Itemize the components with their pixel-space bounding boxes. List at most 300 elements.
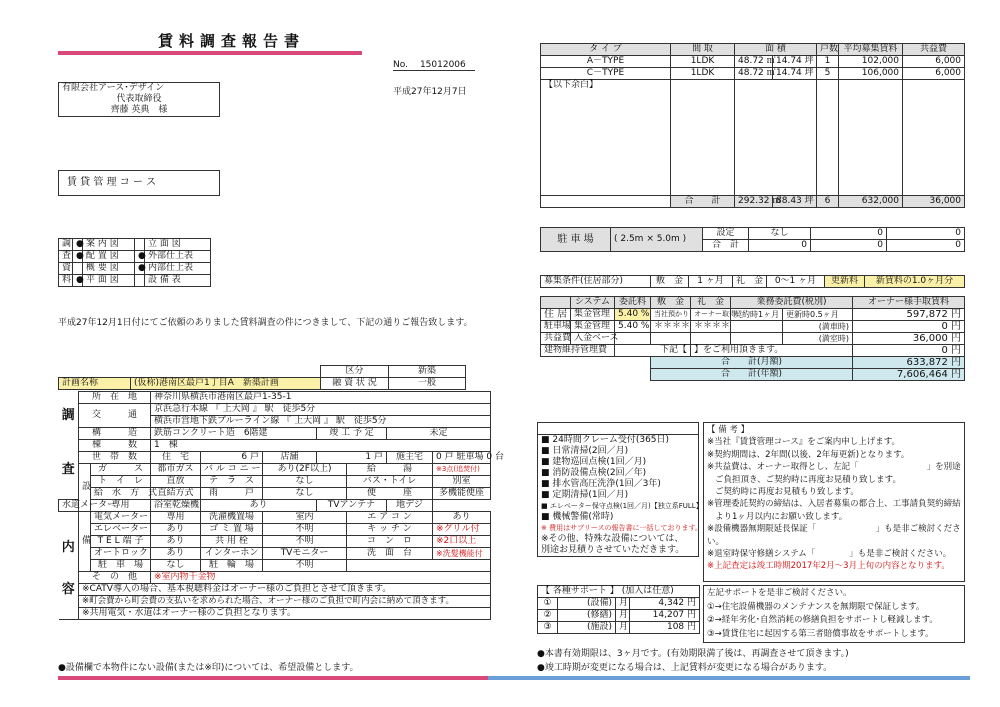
table-cell bbox=[59, 596, 79, 608]
table-cell bbox=[347, 560, 491, 572]
table-cell: 未定 bbox=[387, 428, 491, 440]
recipient-position: 代表取締役 bbox=[59, 94, 220, 105]
table-cell: ＊＊＊＊ bbox=[651, 321, 691, 333]
table-cell: 5.40 % bbox=[615, 321, 651, 333]
table-cell: 敷 金 bbox=[651, 276, 689, 288]
table-cell: 内部仕上表 bbox=[145, 263, 211, 275]
table-cell: 料 bbox=[59, 275, 73, 287]
table-cell: 106,000 bbox=[839, 68, 903, 80]
table-cell bbox=[731, 321, 783, 333]
table-cell: 世 帯 数 bbox=[79, 452, 151, 464]
table-cell: 駐車場 bbox=[541, 321, 571, 333]
table-cell: 外部仕上表 bbox=[145, 251, 211, 263]
table-cell: 容 bbox=[59, 584, 79, 596]
table-row bbox=[538, 457, 699, 468]
table-cell: 交 通 bbox=[79, 404, 151, 428]
table-cell: 14.74 坪 bbox=[773, 56, 817, 68]
table-cell: 月 bbox=[616, 610, 630, 622]
table-cell: ③ bbox=[538, 622, 558, 634]
table-row bbox=[538, 446, 699, 457]
table-cell: 5 bbox=[817, 68, 839, 80]
table-cell: 設定 bbox=[703, 228, 749, 240]
table-cell: 神奈川県横浜市港南区最戸1-35-1 bbox=[151, 392, 491, 404]
table-cell: タ イ プ bbox=[541, 44, 671, 56]
services-table bbox=[537, 422, 703, 557]
bottom-pink-band bbox=[58, 676, 488, 680]
table-cell: 【 各種サポート 】 (加入は任意) bbox=[538, 586, 700, 598]
table-cell: 棟 数 bbox=[79, 440, 151, 452]
support-table bbox=[537, 585, 700, 634]
table-cell: 合 計 bbox=[671, 195, 735, 207]
table-cell: 36,000 bbox=[903, 195, 965, 207]
table-cell: 都市ガス bbox=[151, 464, 201, 476]
table-cell: 募集条件(住居部分) bbox=[541, 276, 651, 288]
table-row bbox=[541, 357, 965, 369]
table-cell: あり bbox=[151, 524, 201, 536]
table-cell: 直放 bbox=[151, 476, 201, 488]
table-cell bbox=[135, 239, 145, 251]
recipient-name: 齊藤 英典 様 bbox=[59, 105, 220, 117]
table-cell: 14.74 坪 bbox=[773, 68, 817, 80]
table-cell: ※洗髪機能付 bbox=[433, 548, 491, 560]
table-row bbox=[59, 251, 211, 263]
table-cell bbox=[839, 80, 903, 92]
table-row bbox=[59, 94, 220, 105]
table-cell: 融 資 状 況 bbox=[321, 378, 389, 390]
table-cell: 共益費 bbox=[903, 44, 965, 56]
recipient-company: 有限会社アース･デザイン bbox=[59, 83, 220, 95]
table-cell: 1 ヶ月 bbox=[689, 276, 733, 288]
table-row bbox=[541, 276, 965, 288]
table-cell: エ ア コ ン bbox=[347, 512, 433, 524]
table-cell: 構 造 bbox=[79, 428, 151, 440]
table-cell: 計画名称 bbox=[59, 378, 131, 390]
table-cell: 集金管理 bbox=[571, 309, 615, 321]
table-row bbox=[538, 479, 699, 490]
table-cell: 48.72 ㎡ bbox=[735, 68, 773, 80]
table-cell: 地デジ bbox=[387, 500, 433, 512]
conditions-table bbox=[540, 275, 965, 288]
table-cell: インターホン bbox=[201, 548, 263, 560]
table-cell: 当社預かり bbox=[651, 309, 691, 321]
footer-left-note: ●設備欄で本物件にない設備(または※印)については、希望設備とします。 bbox=[58, 663, 359, 673]
report-date: 平成27年12月7日 bbox=[393, 87, 467, 97]
table-cell: 1LDK bbox=[671, 68, 735, 80]
table-cell: ※グリル付 bbox=[433, 524, 491, 536]
table-cell: 案 内 図 bbox=[83, 239, 135, 251]
docs-table bbox=[58, 238, 211, 287]
table-row bbox=[538, 523, 699, 534]
table-cell: ト イ レ bbox=[91, 476, 151, 488]
table-row bbox=[59, 105, 220, 117]
table-cell: 調 bbox=[59, 392, 79, 440]
table-cell: ● bbox=[73, 275, 83, 287]
table-cell: 駐 車 場 bbox=[91, 560, 151, 572]
parking-table bbox=[540, 227, 965, 252]
table-cell bbox=[671, 91, 735, 195]
table-cell bbox=[839, 91, 903, 195]
table-cell: 面 積 bbox=[735, 44, 817, 56]
table-cell: T E L 端 子 bbox=[91, 536, 151, 548]
table-cell: (修繕) bbox=[558, 610, 616, 622]
table-cell: 業務委託費(税別) bbox=[731, 297, 853, 309]
table-cell: 共益費 bbox=[541, 333, 571, 345]
table-cell: 合 計 bbox=[703, 240, 749, 252]
table-row bbox=[538, 610, 700, 622]
course-box: 賃 貸 管 理 コ ー ス bbox=[58, 170, 220, 196]
table-row bbox=[538, 501, 699, 512]
table-cell: 新築 bbox=[389, 366, 466, 378]
footer-right-note-2: ●竣工時期が変更になる場合は、上記賃料が変更になる場合があります。 bbox=[537, 663, 833, 673]
table-row bbox=[59, 239, 211, 251]
table-cell: ■ 消防設備点検(2回／年) bbox=[538, 468, 699, 479]
table-cell: 平均募集賃料 bbox=[839, 44, 903, 56]
table-cell: 不明 bbox=[263, 536, 347, 548]
table-cell: バ ル コ ニ ー bbox=[201, 464, 263, 476]
table-cell: 便 座 bbox=[347, 488, 433, 500]
table-cell: 633,872 円 bbox=[853, 357, 965, 369]
table-cell: システム bbox=[571, 297, 615, 309]
table-cell bbox=[541, 357, 651, 369]
table-cell: なし bbox=[151, 560, 201, 572]
table-cell: 査 bbox=[59, 440, 79, 500]
table-cell: 洗 面 台 bbox=[347, 548, 433, 560]
property-table bbox=[58, 391, 504, 620]
table-cell: 48.72 ㎡ bbox=[735, 56, 773, 68]
equipment-row bbox=[59, 464, 491, 476]
table-cell: なし bbox=[263, 476, 347, 488]
table-cell: 更新料 bbox=[825, 276, 865, 288]
table-cell: ※町会費から町会費の支払いを求められた場合、オーナー様のご負担で町内会に納めて頂きます。 bbox=[79, 596, 491, 608]
table-cell: あり bbox=[151, 548, 201, 560]
support-text-box: 左記サポートを是非ご検討ください。 ①→住宅設備機器のメンテナンスを無期限で保証します。 ②→経年劣化･自然消耗の修繕負担をサポートし軽減します。 ③→賃貸住宅に起因する第三者賠償事故をサポートします。 bbox=[703, 585, 965, 643]
table-cell: ■ 定期清掃(1回／月) bbox=[538, 490, 699, 501]
table-cell: ● bbox=[73, 239, 83, 251]
table-cell: 下記【 bbox=[615, 345, 691, 357]
fees-table bbox=[540, 296, 965, 381]
table-cell bbox=[59, 608, 79, 620]
table-cell: 区分 bbox=[321, 366, 389, 378]
table-cell: ガ ス bbox=[91, 464, 151, 476]
equipment-row bbox=[59, 560, 491, 572]
table-cell: 6 bbox=[817, 195, 839, 207]
table-cell: (仮称)港南区最戸1丁目A 新築計画 bbox=[131, 378, 321, 390]
table-cell: 0 bbox=[887, 240, 965, 252]
table-cell: 設 備 表 bbox=[145, 275, 211, 287]
table-row bbox=[59, 83, 220, 95]
table-row bbox=[59, 596, 491, 608]
table-cell: 配 置 図 bbox=[83, 251, 135, 263]
table-cell: TVモニター bbox=[263, 548, 347, 560]
table-cell: あり bbox=[201, 500, 317, 512]
table-cell: 所 在 地 bbox=[79, 392, 151, 404]
table-cell: ( 2.5m × 5.0m ) bbox=[611, 228, 703, 252]
table-cell: 横浜市営地下鉄ブルーライン線 『 上大岡 』 駅 徒歩5分 bbox=[151, 416, 491, 428]
equipment-row bbox=[59, 548, 491, 560]
table-cell: コ ン ロ bbox=[347, 536, 433, 548]
table-row bbox=[59, 428, 491, 440]
page-title: 賃料調査報告書 bbox=[158, 32, 306, 50]
table-cell: ■ 24時間クレーム受付(365日) bbox=[538, 435, 699, 447]
table-cell: 6,000 bbox=[903, 56, 965, 68]
table-cell: なし bbox=[749, 228, 811, 240]
table-cell: ■ 日常清掃(2回／月) bbox=[538, 446, 699, 457]
table-row bbox=[538, 586, 700, 598]
table-cell: 設 bbox=[79, 464, 91, 512]
table-cell: 102,000 bbox=[839, 56, 903, 68]
table-row bbox=[538, 435, 699, 447]
table-cell: テ ラ ス bbox=[201, 476, 263, 488]
table-cell: 0 bbox=[811, 228, 887, 240]
table-cell bbox=[731, 333, 783, 345]
table-cell: ● bbox=[135, 251, 145, 263]
equipment-row bbox=[59, 488, 491, 500]
table-cell: 給 湯 bbox=[347, 464, 433, 476]
remarks-box: 【 備 考 】 ※当社『賃貸管理コース』をご案内申し上げます。 ※契約期間は、2年間(以後、2年毎更新)となります。 ※共益費は、オーナー取得とし、左記「 」を別途 ご負担頂き、ご契約時に再度お見積り致します。 ご契約時に再度お見積もり致します。 ※管理委託契約の締結は、入居者募集の都合上、工事請負契約締結 より1ヶ月以内にお願い致します。 ※設備機器無期限延長保証「 」も是非ご検討ください。 ※退室時保守修繕システム「 」も是非ご検討ください。 ※上記査定は竣工時期2017年2月～3月上旬の内容となります。 bbox=[703, 422, 965, 582]
table-cell: ＊＊＊＊ bbox=[691, 321, 731, 333]
table-row bbox=[541, 297, 965, 309]
table-cell: オートロック bbox=[91, 548, 151, 560]
table-cell: キ ッ チ ン bbox=[347, 524, 433, 536]
table-cell: 0 bbox=[887, 228, 965, 240]
table-cell: ※2口以上 bbox=[433, 536, 491, 548]
table-cell: 間 取 bbox=[671, 44, 735, 56]
table-row bbox=[538, 490, 699, 501]
table-cell bbox=[59, 366, 131, 378]
property-header bbox=[58, 365, 466, 390]
table-cell bbox=[735, 80, 817, 92]
table-cell: ■ 排水管高圧洗浄(1回／3年) bbox=[538, 479, 699, 490]
table-cell: 水道メーター bbox=[59, 500, 79, 512]
table-cell: ※ 費用はサブリースの報告書に一括しております。 bbox=[538, 523, 699, 534]
table-cell: 0～1 ヶ月 bbox=[767, 276, 825, 288]
table-cell: 施主宅 bbox=[387, 452, 433, 464]
table-cell: (満室時) bbox=[783, 333, 853, 345]
fee-row bbox=[541, 309, 965, 321]
table-cell: 礼 金 bbox=[691, 297, 731, 309]
intro-text: 平成27年12月1日付にてご依頼のありました賃料調査の件につきまして、下記の通りご報告致します。 bbox=[58, 318, 473, 328]
table-cell: 立 面 図 bbox=[145, 239, 211, 251]
table-row bbox=[541, 44, 965, 56]
table-row bbox=[541, 228, 965, 240]
table-row bbox=[538, 423, 699, 435]
table-cell bbox=[817, 80, 839, 92]
equipment-row bbox=[59, 536, 491, 548]
table-cell: 14,207 円 bbox=[630, 610, 700, 622]
table-cell: 内 bbox=[59, 512, 79, 584]
table-cell: 0 戸 駐車場 0 台 bbox=[433, 452, 491, 464]
equipment-row bbox=[59, 524, 491, 536]
table-cell: C－TYPE bbox=[541, 68, 671, 80]
table-cell: TVアンテナ bbox=[317, 500, 387, 512]
table-cell: 住 居 bbox=[541, 309, 571, 321]
table-cell: 京浜急行本線 『 上大岡 』 駅 徒歩5分 bbox=[151, 404, 491, 416]
table-cell: 多機能便座 bbox=[433, 488, 491, 500]
table-cell bbox=[735, 91, 817, 195]
table-cell: 一般 bbox=[389, 378, 466, 390]
unit-row bbox=[541, 68, 965, 80]
table-cell: ■ 機械警備(常時) bbox=[538, 512, 699, 523]
fee-row bbox=[541, 321, 965, 333]
table-cell: 別途お見積りさせていただきます。 bbox=[538, 545, 699, 557]
table-cell: 雨 戸 bbox=[201, 488, 263, 500]
table-cell bbox=[615, 333, 651, 345]
table-cell: 【以下余白】 bbox=[541, 80, 671, 92]
table-cell: 住 宅 bbox=[151, 452, 201, 464]
table-row bbox=[541, 91, 965, 195]
table-row bbox=[538, 468, 699, 479]
table-cell: ※共用電気・水道はオーナー様のご負担となります。 bbox=[79, 608, 491, 620]
table-cell: 不明 bbox=[263, 560, 347, 572]
table-cell: 不明 bbox=[263, 524, 347, 536]
table-cell: 1LDK bbox=[671, 56, 735, 68]
table-cell bbox=[131, 366, 321, 378]
table-cell: 4,342 円 bbox=[630, 598, 700, 610]
table-row bbox=[541, 369, 965, 381]
table-row bbox=[538, 545, 699, 557]
table-cell: 1 棟 bbox=[151, 440, 491, 452]
table-cell bbox=[538, 423, 699, 435]
table-row bbox=[59, 572, 491, 584]
table-cell: 店舗 bbox=[263, 452, 317, 464]
equipment-row bbox=[59, 476, 491, 488]
table-row bbox=[59, 378, 466, 390]
table-cell: 月 bbox=[616, 622, 630, 634]
table-row bbox=[541, 80, 965, 92]
table-cell bbox=[541, 195, 671, 207]
table-cell: 0 bbox=[749, 240, 811, 252]
bottom-blue-band bbox=[488, 676, 970, 680]
table-cell: 駐 車 場 bbox=[541, 228, 611, 252]
table-cell: 別室 bbox=[433, 476, 491, 488]
table-cell: 7,606,464 円 bbox=[853, 369, 965, 381]
table-row bbox=[538, 622, 700, 634]
table-cell bbox=[903, 80, 965, 92]
table-cell bbox=[651, 333, 691, 345]
table-cell: あり bbox=[433, 512, 491, 524]
fee-row bbox=[541, 333, 965, 345]
table-cell: 6 戸 bbox=[201, 452, 263, 464]
table-cell: オーナー取得 bbox=[691, 309, 731, 321]
table-cell: あり(2F以上) bbox=[263, 464, 347, 476]
table-cell: 浴室乾燥機 bbox=[151, 500, 201, 512]
table-cell: (満車時) bbox=[783, 321, 853, 333]
table-cell: バス・トイレ bbox=[347, 476, 433, 488]
table-cell: 給 水 方 式 bbox=[91, 488, 151, 500]
table-cell: 資 bbox=[59, 263, 73, 275]
table-cell: ※CATV導入の場合、基本視聴料金はオーナー様のご負担とさせて頂きます。 bbox=[79, 584, 491, 596]
equipment-row bbox=[59, 500, 491, 512]
table-cell: 概 要 図 bbox=[83, 263, 135, 275]
unit-row bbox=[541, 56, 965, 68]
table-row bbox=[59, 392, 491, 404]
table-cell: 合 計(年額) bbox=[651, 369, 853, 381]
table-cell: 292.32 ㎡ bbox=[735, 195, 773, 207]
table-cell bbox=[73, 263, 83, 275]
table-cell: 更新時0.5ヶ月 bbox=[783, 309, 853, 321]
units-table bbox=[540, 43, 965, 208]
table-cell: 0 bbox=[811, 240, 887, 252]
table-cell: 査 bbox=[59, 251, 73, 263]
equipment-row bbox=[59, 512, 491, 524]
table-cell: 集金管理 bbox=[571, 321, 615, 333]
table-cell: 電気メーター bbox=[91, 512, 151, 524]
table-cell: 専用 bbox=[151, 512, 201, 524]
table-cell: ※3点(追焚付) bbox=[433, 464, 491, 476]
table-cell: 月 bbox=[616, 598, 630, 610]
top-pink-band bbox=[58, 51, 362, 55]
table-row bbox=[541, 195, 965, 207]
table-row bbox=[59, 584, 491, 596]
table-cell bbox=[817, 91, 839, 195]
table-cell: そ の 他 bbox=[79, 572, 151, 584]
table-cell: 108 円 bbox=[630, 622, 700, 634]
table-cell: 新賃料の1.0ヶ月分 bbox=[865, 276, 965, 288]
table-cell: 1 bbox=[817, 56, 839, 68]
table-cell bbox=[691, 333, 731, 345]
table-cell: 597,872 円 bbox=[853, 309, 965, 321]
table-cell: 戸数 bbox=[817, 44, 839, 56]
table-cell: 委託料 bbox=[615, 297, 651, 309]
table-cell bbox=[541, 91, 671, 195]
table-cell: 竣 工 予 定 bbox=[317, 428, 387, 440]
table-cell: 洗濯機置場 bbox=[201, 512, 263, 524]
table-row bbox=[59, 608, 491, 620]
table-cell: 0 円 bbox=[853, 321, 965, 333]
table-cell: 備 bbox=[79, 512, 91, 572]
table-row bbox=[59, 452, 491, 464]
table-cell: あり bbox=[151, 536, 201, 548]
table-cell: エレベーター bbox=[91, 524, 151, 536]
doc-number: No. 15012006 bbox=[393, 60, 475, 71]
table-cell: 専用 bbox=[91, 500, 151, 512]
table-cell: 入金ベース bbox=[571, 333, 615, 345]
table-cell: 調 bbox=[59, 239, 73, 251]
table-cell: ゴ ミ 置 場 bbox=[201, 524, 263, 536]
table-cell: 建物維持管理費 bbox=[541, 345, 615, 357]
table-cell: (設備) bbox=[558, 598, 616, 610]
table-cell: 0 円 bbox=[853, 345, 965, 357]
table-cell bbox=[541, 297, 571, 309]
table-cell: ② bbox=[538, 610, 558, 622]
table-cell: オーナー様手取賃料 bbox=[853, 297, 965, 309]
table-cell: 共 用 栓 bbox=[201, 536, 263, 548]
table-cell: ■ 建物巡回点検(1回／月) bbox=[538, 457, 699, 468]
table-row bbox=[538, 598, 700, 610]
table-cell: 契約時1ヶ月 bbox=[731, 309, 783, 321]
table-cell: 敷 金 bbox=[651, 297, 691, 309]
table-row bbox=[59, 366, 466, 378]
table-cell: 5.40 % bbox=[615, 309, 651, 321]
table-cell: 88.43 坪 bbox=[773, 195, 817, 207]
table-cell: 平 面 図 bbox=[83, 275, 135, 287]
table-cell: 1 戸 bbox=[317, 452, 387, 464]
table-cell: (施設) bbox=[558, 622, 616, 634]
recipient-box bbox=[58, 82, 220, 117]
table-cell bbox=[541, 369, 651, 381]
table-row bbox=[59, 404, 491, 416]
table-cell bbox=[903, 91, 965, 195]
table-cell: ① bbox=[538, 598, 558, 610]
table-cell: 】をご利用頂きます。 bbox=[691, 345, 853, 357]
table-cell: 礼 金 bbox=[733, 276, 767, 288]
fee-row bbox=[541, 345, 965, 357]
table-cell: 室内 bbox=[263, 512, 347, 524]
table-cell: A－TYPE bbox=[541, 56, 671, 68]
table-cell: 駐 輪 場 bbox=[201, 560, 263, 572]
footer-right-note-1: ●本書有効期限は、3ヶ月です。(有効期限満了後は、再調査させて頂きます。) bbox=[537, 649, 849, 659]
table-row bbox=[59, 275, 211, 287]
